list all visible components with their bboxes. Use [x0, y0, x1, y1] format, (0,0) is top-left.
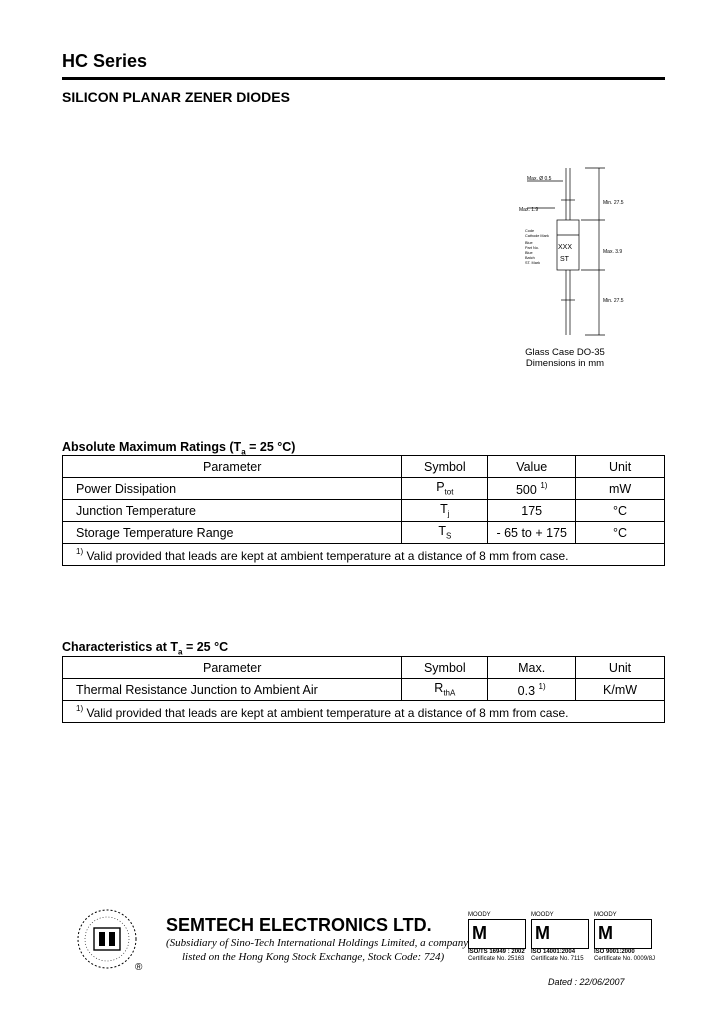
header-parameter: Parameter — [63, 456, 402, 478]
cert-badge — [468, 912, 526, 966]
marking-code: XXX — [558, 244, 573, 251]
cert-number: Certificate No. 0009/8J — [594, 956, 656, 962]
label-line: Code — [525, 229, 535, 233]
symbol-sub: thA — [443, 688, 456, 698]
label-line: ST. Mark — [525, 261, 540, 265]
cell-value — [488, 478, 576, 500]
label-line: Blue — [525, 251, 533, 255]
diagram-caption-2: Dimensions in mm — [525, 358, 605, 369]
table-note-row — [63, 701, 665, 723]
label-line: Blue — [525, 241, 533, 245]
abs-ratings-title-post: = 25 °C) — [245, 440, 296, 454]
characteristics-title-pre: Characteristics at T — [62, 640, 179, 654]
cell-parameter: Junction Temperature — [63, 500, 402, 522]
footnote-text: Valid provided that leads are kept at ambient temperature at a distance of 8 mm from case. — [83, 548, 569, 563]
company-logo — [76, 908, 138, 970]
cert-logo-icon: M — [531, 919, 589, 949]
symbol-main: R — [434, 681, 444, 696]
cert-badge — [531, 912, 589, 966]
table-footnote — [63, 701, 665, 723]
table-row — [63, 500, 665, 522]
cell-symbol — [402, 679, 488, 701]
cert-number: Certificate No. 25163 — [468, 956, 525, 962]
package-diagram — [515, 160, 640, 375]
table-header-row — [63, 456, 665, 478]
dated-label: Dated : 22/06/2007 — [548, 977, 625, 987]
table-note-row — [63, 544, 665, 566]
cell-value — [488, 500, 576, 522]
cell-symbol — [402, 500, 488, 522]
symbol-main: P — [436, 480, 445, 495]
header-symbol: Symbol — [402, 456, 488, 478]
dim-body-dia: Max. 1.9 — [519, 207, 539, 213]
dim-lead-dia: Max. Ø 0.5 — [527, 176, 552, 182]
cell-symbol — [402, 478, 488, 500]
cell-unit: °C — [576, 522, 665, 544]
cell-parameter: Thermal Resistance Junction to Ambient Air — [63, 679, 402, 701]
cell-unit: mW — [576, 478, 665, 500]
value-main: 175 — [521, 503, 543, 518]
header-value: Value — [488, 456, 576, 478]
cert-standard: ISO/TS 16949 : 2002 — [468, 949, 525, 955]
symbol-sub: tot — [444, 487, 454, 497]
registered-mark: ® — [135, 962, 143, 973]
cell-value — [488, 522, 576, 544]
series-title: HC Series — [62, 51, 148, 71]
cert-standard: ISO 9001:2000 — [594, 949, 635, 955]
cell-parameter: Power Dissipation — [63, 478, 402, 500]
document-subtitle: SILICON PLANAR ZENER DIODES — [62, 89, 290, 105]
dim-body-len: Max. 3.9 — [603, 249, 623, 255]
footnote-marker: 1) — [76, 546, 84, 556]
abs-ratings-title-sub: a — [241, 447, 246, 457]
cert-number: Certificate No. 7115 — [531, 956, 584, 962]
table-row — [63, 522, 665, 544]
label-line: Part No. — [525, 246, 539, 250]
cert-logo-icon: M — [468, 919, 526, 949]
cell-symbol — [402, 522, 488, 544]
title-rule — [62, 77, 665, 80]
company-subsidiary-line-1: (Subsidiary of Sino-Tech International Holdings Limited, a company — [166, 937, 469, 949]
header-unit: Unit — [576, 657, 665, 679]
table-row — [63, 679, 665, 701]
symbol-sub: j — [447, 509, 450, 519]
footnote-text: Valid provided that leads are kept at ambient temperature at a distance of 8 mm from case. — [83, 705, 569, 720]
company-subsidiary-line-2: listed on the Hong Kong Stock Exchange, Stock Code: 724) — [182, 951, 445, 963]
table-row — [63, 478, 665, 500]
marking-st: ST — [560, 256, 569, 263]
value-main: - 65 to + 175 — [496, 525, 567, 540]
cell-value — [488, 679, 576, 701]
symbol-main: T — [440, 502, 448, 517]
header-symbol: Symbol — [402, 657, 488, 679]
value-footnote: 1) — [538, 681, 546, 691]
dim-lead-len-bottom: Min. 27.5 — [603, 298, 624, 304]
characteristics-table — [62, 656, 665, 723]
header-unit: Unit — [576, 456, 665, 478]
abs-ratings-title-pre: Absolute Maximum Ratings (T — [62, 440, 242, 454]
label-line: Batch — [525, 256, 535, 260]
value-main: 500 — [515, 482, 537, 497]
cell-unit: K/mW — [576, 679, 665, 701]
table-footnote — [63, 544, 665, 566]
cell-unit: °C — [576, 500, 665, 522]
header-value: Max. — [488, 657, 576, 679]
cert-brand: MOODY — [594, 912, 617, 918]
label-line: Cathode Mark — [525, 234, 549, 238]
cert-standard: ISO 14001:2004 — [531, 949, 576, 955]
abs-ratings-table — [62, 455, 665, 566]
cert-logo-icon: M — [594, 919, 652, 949]
symbol-main: T — [438, 524, 446, 539]
table-header-row — [63, 657, 665, 679]
cert-brand: MOODY — [531, 912, 554, 918]
cert-brand: MOODY — [468, 912, 491, 918]
characteristics-title — [62, 640, 228, 657]
dim-lead-len-top: Min. 27.5 — [603, 200, 624, 206]
diagram-caption-1: Glass Case DO-35 — [525, 347, 605, 358]
symbol-sub: S — [445, 531, 452, 541]
header-parameter: Parameter — [63, 657, 402, 679]
characteristics-title-sub: a — [178, 647, 183, 657]
characteristics-title-post: = 25 °C — [182, 640, 229, 654]
cert-badge — [594, 912, 656, 966]
cell-parameter: Storage Temperature Range — [63, 522, 402, 544]
value-main: 0.3 — [517, 683, 536, 698]
footnote-marker: 1) — [76, 703, 84, 713]
company-name: SEMTECH ELECTRONICS LTD. — [166, 915, 432, 935]
value-footnote: 1) — [540, 480, 548, 490]
